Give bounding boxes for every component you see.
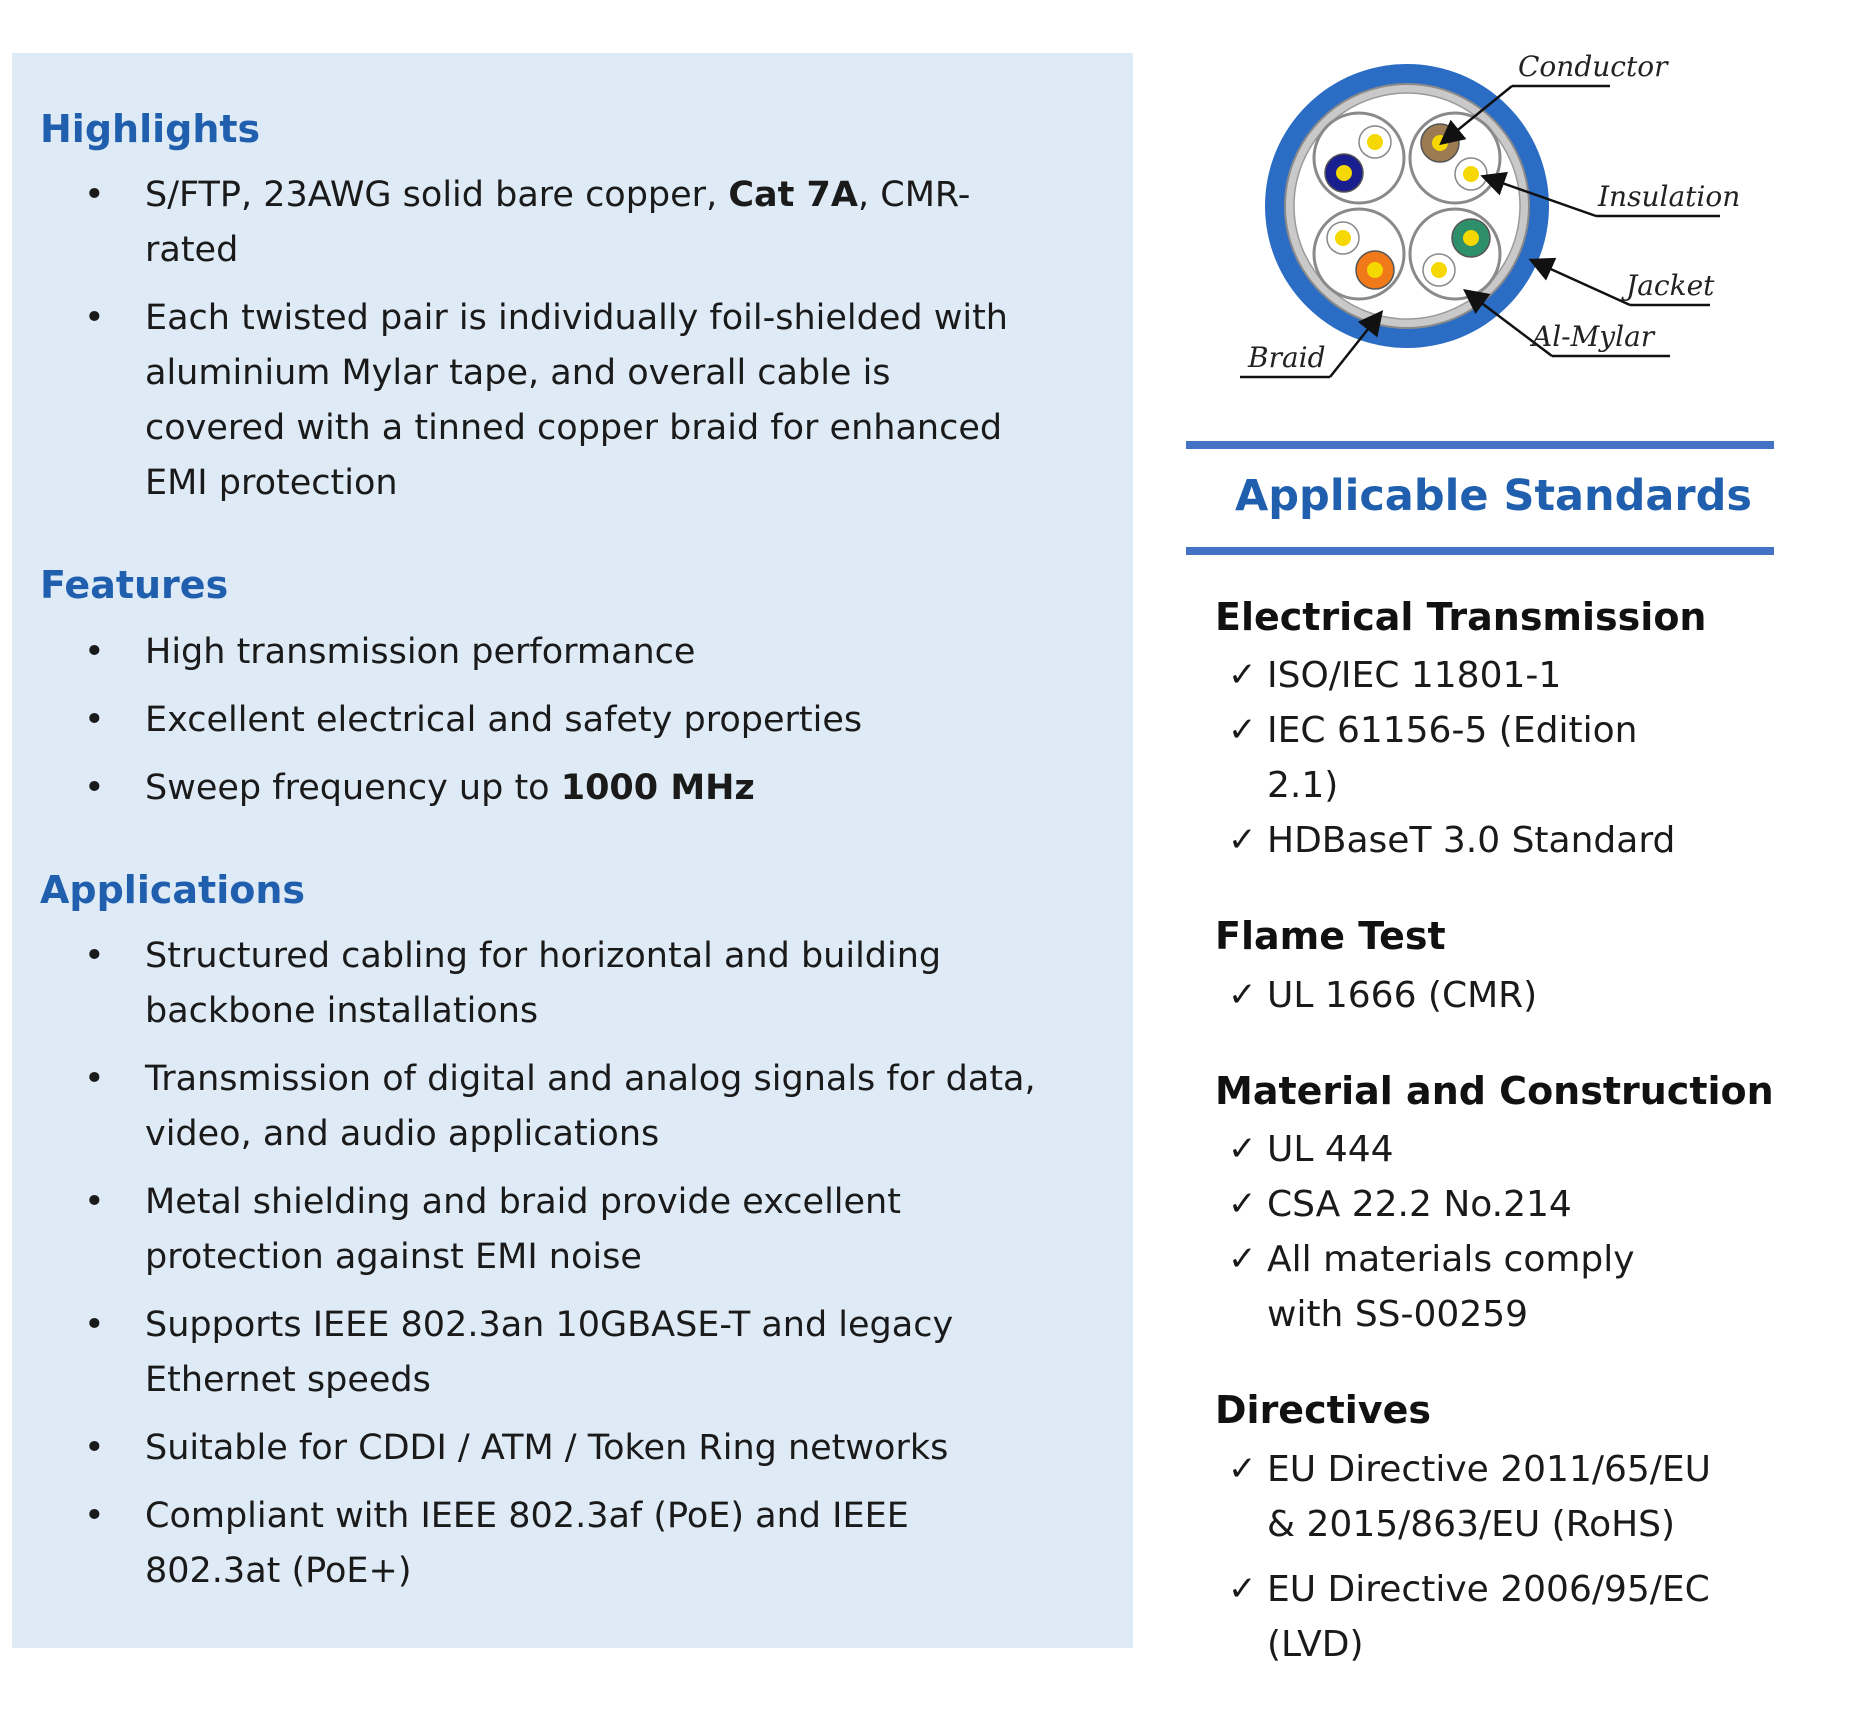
flame-group — [1215, 912, 1815, 1022]
check-item: ✓ CSA 22.2 No.214 — [1215, 1177, 1715, 1232]
list-item: • Structured cabling for horizontal and building backbone installations — [40, 929, 1040, 1039]
list-item: • Transmission of digital and analog signals for data, video, and audio applications — [40, 1052, 1040, 1162]
electrical-title: Electrical Transmission — [1215, 595, 1707, 639]
check-item: ✓ EU Directive 2011/65/EU & 2015/863/EU (RoHS) — [1215, 1442, 1715, 1552]
bold-text: Cat 7A — [728, 175, 858, 216]
list-item: • Suitable for CDDI / ATM / Token Ring networks — [40, 1421, 1040, 1476]
check-item: ✓ ISO/IEC 11801-1 — [1215, 648, 1715, 703]
pair-top-left — [1314, 113, 1404, 203]
check-item: ✓ UL 444 — [1215, 1122, 1715, 1177]
standards-header — [1186, 441, 1774, 555]
label-jacket: Jacket — [1626, 269, 1715, 302]
features-title: Features — [40, 563, 229, 608]
bold-text: 1000 MHz — [560, 767, 755, 808]
highlights-list — [40, 168, 1133, 511]
pair-bottom-right — [1410, 209, 1500, 299]
applications-list — [40, 929, 1133, 1599]
product-info-panel — [12, 53, 1133, 1648]
label-braid: Braid — [1248, 341, 1326, 374]
check-item: ✓ All materials comply with SS-00259 — [1215, 1232, 1715, 1342]
cable-cross-section-diagram — [1230, 40, 1750, 400]
callout-jacket — [1533, 261, 1715, 305]
applications-title: Applications — [40, 867, 305, 912]
standards-title: Applicable Standards — [1235, 471, 1753, 521]
flame-title: Flame Test — [1215, 914, 1446, 959]
label-insulation: Insulation — [1598, 180, 1741, 213]
material-title: Material and Construction — [1215, 1068, 1774, 1113]
check-item: ✓ HDBaseT 3.0 Standard — [1215, 813, 1715, 868]
directives-group — [1215, 1386, 1815, 1671]
list-item: • S/FTP, 23AWG solid bare copper, Cat 7A, CMR-rated — [40, 168, 1040, 278]
pair-top-right — [1410, 113, 1500, 203]
check-item: ✓ IEC 61156-5 (Edition 2.1) — [1215, 703, 1715, 813]
list-item: • Sweep frequency up to 1000 MHz — [40, 761, 1040, 816]
list-item: • High transmission performance — [40, 625, 1040, 680]
electrical-group — [1215, 593, 1815, 868]
material-group — [1215, 1067, 1815, 1342]
directives-title: Directives — [1215, 1388, 1431, 1433]
standards-list — [1215, 593, 1815, 1716]
list-item: • Compliant with IEEE 802.3af (PoE) and IEEE 802.3at (PoE+) — [40, 1489, 1040, 1599]
label-conductor: Conductor — [1518, 50, 1668, 83]
list-item: • Excellent electrical and safety properties — [40, 693, 1040, 748]
check-item: ✓ UL 1666 (CMR) — [1215, 968, 1715, 1023]
label-al-mylar: Al-Mylar — [1532, 320, 1655, 353]
list-item: • Supports IEEE 802.3an 10GBASE-T and legacy Ethernet speeds — [40, 1298, 1040, 1408]
highlights-title: Highlights — [40, 107, 261, 151]
check-item: ✓ EU Directive 2006/95/EC (LVD) — [1215, 1562, 1715, 1672]
pair-bottom-left — [1314, 209, 1404, 299]
list-item: • Metal shielding and braid provide excellent protection against EMI noise — [40, 1175, 1040, 1285]
features-list — [40, 625, 1133, 816]
list-item: • Each twisted pair is individually foil-shielded with aluminium Mylar tape, and overall cable is covered with a tinned copper braid for enhanced EMI protection — [40, 291, 1040, 511]
